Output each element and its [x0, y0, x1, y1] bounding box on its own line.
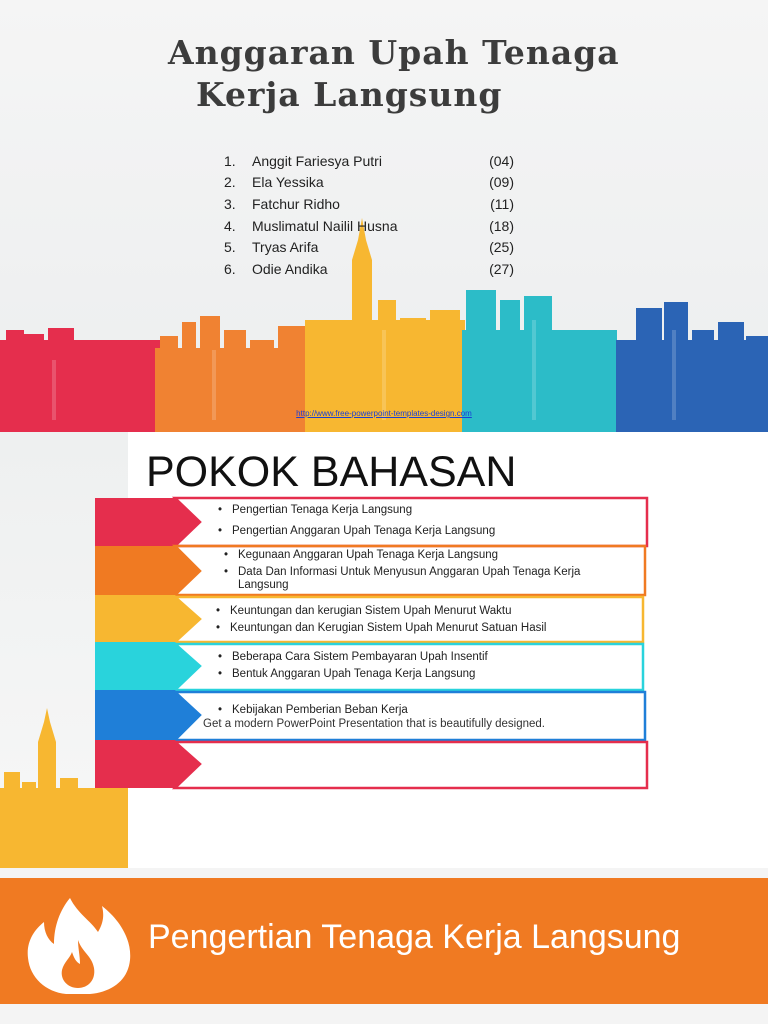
- list-item: • Data Dan Informasi Untuk Menyusun Anggaran Upah Tenaga Kerja Langsung: [224, 566, 581, 591]
- title-line-2: Kerja Langsung: [196, 75, 503, 114]
- list-item: • Kebijakan Pemberian Beban Kerja: [218, 704, 408, 716]
- list-item: • Bentuk Anggaran Upah Tenaga Kerja Langsung: [218, 668, 476, 680]
- list-item: [224, 150, 514, 172]
- member-name: Odie Andika: [252, 260, 328, 277]
- list-item: [224, 172, 514, 194]
- member-number: 2.: [224, 174, 236, 191]
- member-code: (27): [489, 260, 514, 277]
- agenda-slide: [0, 432, 768, 868]
- member-name: Fatchur Ridho: [252, 195, 340, 212]
- member-number: 3.: [224, 195, 236, 212]
- member-name: Muslimatul Nailil Husna: [252, 217, 398, 234]
- list-item: • Keuntungan dan kerugian Sistem Upah Menurut Waktu: [216, 605, 512, 617]
- list-item: • Kegunaan Anggaran Upah Tenaga Kerja Langsung: [224, 549, 499, 561]
- member-name: Anggit Fariesya Putri: [252, 152, 382, 169]
- row-6-box: [175, 742, 647, 788]
- list-item: [224, 193, 514, 215]
- slide-title: [0, 32, 768, 116]
- row-1-text: [218, 503, 495, 538]
- row-4-text: [218, 650, 488, 681]
- member-name: Tryas Arifa: [252, 239, 319, 256]
- row-3-text: [216, 604, 546, 635]
- flame-icon: [20, 892, 144, 996]
- list-item: • Pengertian Tenaga Kerja Langsung: [218, 504, 413, 516]
- list-item: [224, 236, 514, 258]
- list-item: • Keuntungan dan Kerugian Sistem Upah Menurut Satuan Hasil: [216, 622, 547, 634]
- title-slide: [0, 0, 768, 432]
- member-number: 1.: [224, 152, 236, 169]
- member-code: (11): [490, 195, 514, 212]
- template-link[interactable]: http://www.free-powerpoint-templates-design.com: [296, 409, 472, 418]
- list-item: • Beberapa Cara Sistem Pembayaran Upah Insentif: [218, 651, 488, 663]
- list-item: [224, 215, 514, 237]
- member-code: (25): [489, 239, 514, 256]
- row-5-subtitle: Get a modern PowerPoint Presentation that is beautifully designed.: [203, 718, 546, 730]
- section-heading: Pengertian Tenaga Kerja Langsung: [148, 918, 681, 956]
- row-2-text: [224, 548, 604, 592]
- section-slide: [0, 868, 768, 1024]
- list-item: • Pengertian Anggaran Upah Tenaga Kerja Langsung: [218, 525, 496, 537]
- member-number: 5.: [224, 239, 236, 256]
- member-code: (04): [489, 152, 514, 169]
- member-list: [224, 150, 514, 280]
- section-banner: [0, 878, 768, 1004]
- member-code: (09): [489, 174, 514, 191]
- list-item: [224, 258, 514, 280]
- title-line-1: Anggaran Upah Tenaga: [168, 33, 620, 72]
- member-code: (18): [489, 217, 514, 234]
- member-number: 6.: [224, 260, 236, 277]
- row-5-text: [203, 703, 546, 731]
- slide-heading: POKOK BAHASAN: [146, 448, 517, 496]
- member-number: 4.: [224, 217, 236, 234]
- member-name: Ela Yessika: [252, 174, 324, 191]
